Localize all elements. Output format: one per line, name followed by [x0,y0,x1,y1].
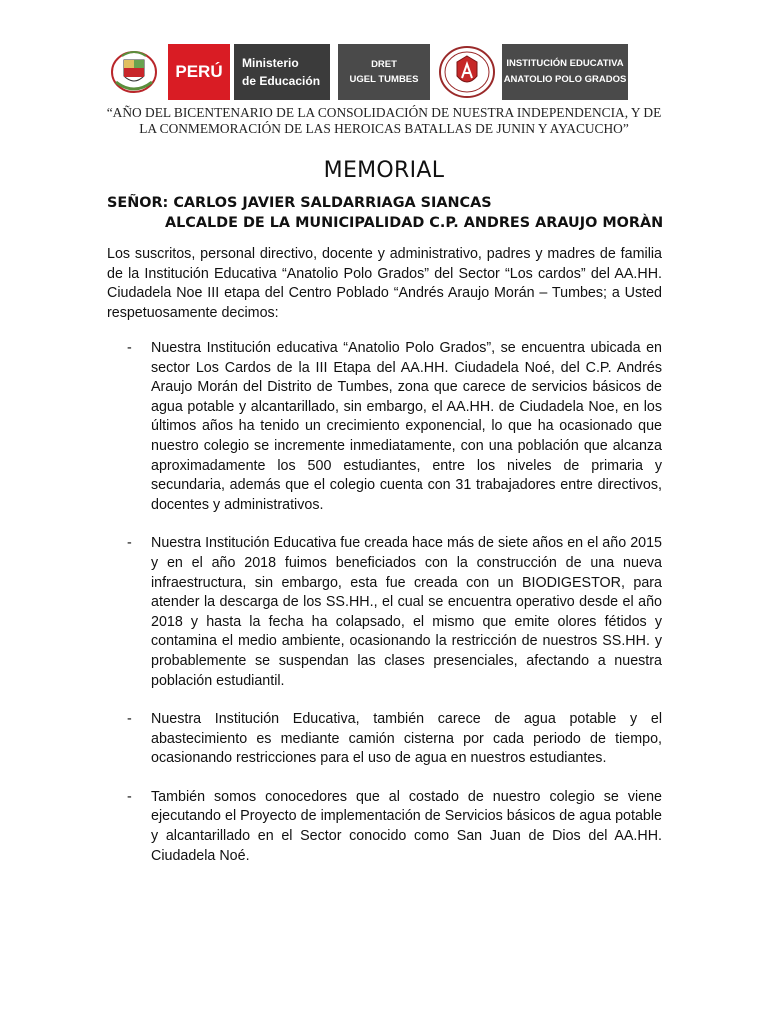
list-item [107,339,662,515]
list-item-text: También somos conocedores que al costado de nuestro colegio se viene ejecutando el Proyecto de implementación de Servicios básicos de agua potable y alcantarillado en el Sector conocido como San Juan de Dios del AA.HH. Ciudadela Noé. [151,788,662,864]
list-bullet: - [127,788,132,805]
school-label [502,44,628,100]
year-motto: “AÑO DEL BICENTENARIO DE LA CONSOLIDACIÓN DE NUESTRA INDEPENDENCIA, Y DE LA CONMEMORACIÓN DE LAS HEROICAS BATALLAS DE JUNIN Y AYACUCHO” [106,105,662,136]
school-line-2: ANATOLIO POLO GRADOS [503,74,627,85]
peru-coat-of-arms-icon [104,44,164,100]
list-bullet: - [127,340,132,356]
letterhead [104,44,628,100]
addressee-position: ALCALDE DE LA MUNICIPALIDAD C.P. ANDRES ARAUJO MORÀN [165,215,664,231]
list-item [107,710,662,769]
ministry-line-2: de Educación [242,74,321,88]
list-item-text: Nuestra Institución Educativa fue creada hace más de siete años en el año 2015 y en el año 2018 fuimos beneficiados con la construcción de una nueva infraestructura, sin embargo, esta fue creada con un BIODIGESTOR, para atender la descarga de los SS.HH., el cual se encuentra operativo desde el año 2018 y hasta la fecha ha colapsado, el mismo que emite olores fétidos y contamina el medio ambiente, ocasionando la restricción de nuestros SS.HH. y probablemente se suspendan las clases presenciales, afectando a nuestra población estudiantil. [151,535,662,689]
dret-label [338,44,430,100]
list-bullet: - [127,711,132,728]
school-shield-icon [436,44,498,100]
list-item [107,534,662,691]
list-item-text: Nuestra Institución educativa “Anatolio Polo Grados”, se encuentra ubicada en sector Los Cardos de la III Etapa del AA.HH. Ciudadela Noé, del C.P. Andrés Araujo Morán del Distrito de Tumbes, zona que carece de servicios básicos de agua potable y alcantarillado, sin embargo, el AA.HH. de Ciudadela Noe, en los últimos años ha tenido un crecimiento exponencial, lo que ha ocasionado que nuestro colegio se incremente inmediatamente, con una población que alcanza aproximadamente los 500 estudiantes, entre los niveles de primaria y secundaria, además que el colegio cuenta con 31 trabajadores entre directivos, docentes y administrativos. [151,340,662,513]
document-title: MEMORIAL [323,158,445,183]
dret-line-2: UGEL TUMBES [349,74,419,85]
school-line-1: INSTITUCIÓN EDUCATIVA [506,58,624,69]
addressee-block [107,193,663,233]
points-list [107,339,662,885]
ministry-line-1: Ministerio [242,56,299,70]
list-item [107,788,662,866]
peru-label: PERÚ [168,44,230,100]
addressee-name: SEÑOR: CARLOS JAVIER SALDARRIAGA SIANCAS [107,195,492,211]
ministry-label [234,44,330,100]
list-bullet: - [127,535,132,552]
dret-line-1: DRET [371,59,397,70]
intro-paragraph: Los suscritos, personal directivo, docente y administrativo, padres y madres de familia de la Institución Educativa “Anatolio Polo Grados” del Sector “Los cardos” del AA.HH. Ciudadela Noe III etapa del Centro Poblado “Andrés Araujo Morán – Tumbes; a Usted respetuosamente decimos: [107,246,662,321]
list-item-text: Nuestra Institución Educativa, también carece de agua potable y el abastecimiento es mediante camión cisterna por cada periodo de tiempo, ocasionando restricciones para el uso de agua en nuestros estudiantes. [151,711,662,767]
